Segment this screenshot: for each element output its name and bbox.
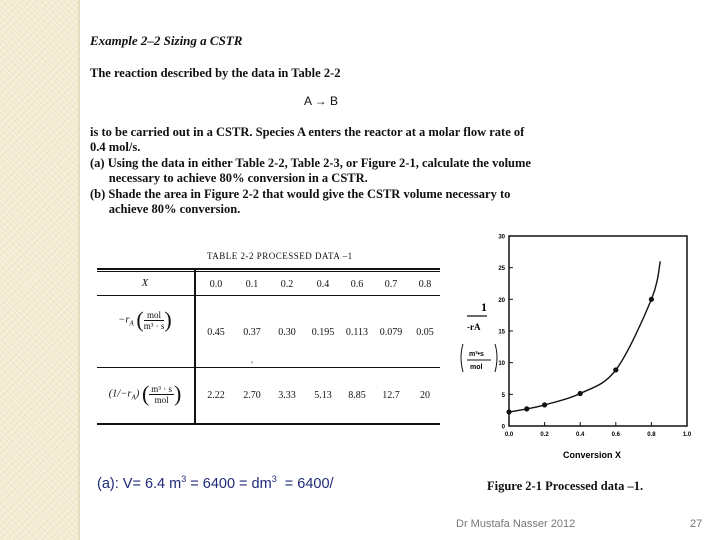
table-cell: 0.30 <box>278 327 296 338</box>
series-line <box>509 261 660 412</box>
row-label-x: X <box>141 278 149 289</box>
x-tick-label: 0.0 <box>504 432 514 438</box>
x-tick-label: 0.6 <box>611 432 620 438</box>
y-tick-label: 30 <box>498 234 505 241</box>
footer-author: Dr Mustafa Nasser 2012 <box>456 518 576 530</box>
y-tick-label: 15 <box>498 329 505 336</box>
stray-mark: ' <box>251 360 253 370</box>
table-row-rule <box>97 295 440 296</box>
table-cell: 2.70 <box>243 390 261 401</box>
table-row-rule <box>97 367 440 368</box>
y-tick-label: 10 <box>498 361 505 368</box>
table-column-rule <box>194 270 196 425</box>
y-unit-right-paren <box>495 344 497 372</box>
x-tick-label: 1.0 <box>682 432 692 438</box>
x-tick-label: 0.8 <box>647 432 656 438</box>
page-number: 27 <box>690 518 703 530</box>
table-cell: 0.8 <box>418 279 432 290</box>
body-line: (a) Using the data in either Table 2-2, Table 2-3, or Figure 2-1, calculate the volume <box>90 156 531 170</box>
decorative-side-stripe <box>0 0 78 540</box>
table-cell: 0.113 <box>345 327 369 338</box>
data-point <box>524 406 529 411</box>
y-label-denominator: -rA <box>467 322 481 332</box>
table-cell: 0.1 <box>245 279 259 290</box>
table-cell: 0.2 <box>280 279 294 290</box>
body-line: necessary to achieve 80% conversion in a CSTR. <box>90 171 368 185</box>
table-cell: 0.0 <box>209 279 223 290</box>
data-point <box>613 367 618 372</box>
table-cell: 0.079 <box>379 327 403 338</box>
table-cell: 0.195 <box>311 327 335 338</box>
y-label-numerator: 1 <box>481 300 487 314</box>
x-tick-label: 0.4 <box>576 432 585 438</box>
row-label-inverse-rate: $(1/-r_A)$ ( $\frac{\text{m³ · s}}{\text{mol}}$ ) <box>108 381 182 406</box>
table-cell: 0.05 <box>416 327 434 338</box>
intro-text: The reaction described by the data in Table 2-2 <box>90 66 341 80</box>
table-bottom-rule <box>97 423 440 425</box>
table-cell: 0.4 <box>316 279 330 290</box>
table-cell: 0.7 <box>384 279 398 290</box>
figure-caption: Figure 2-1 Processed data –1. <box>487 479 644 493</box>
table-cell: 12.7 <box>382 390 400 401</box>
table-cell: 20 <box>420 390 430 401</box>
table-cell: 2.22 <box>207 390 225 401</box>
data-point <box>578 391 583 396</box>
reaction-equation: A → B <box>304 94 339 108</box>
body-line: is to be carried out in a CSTR. Species A enters the reactor at a molar flow rate of <box>90 125 525 139</box>
row-label-rate: $-r_A$ ( $\frac{\text{mol}}{\text{m³ · s}}$ ) <box>118 307 172 332</box>
data-point <box>649 297 654 302</box>
body-line: achieve 80% conversion. <box>90 202 241 216</box>
processed-data-table <box>97 247 440 425</box>
table-cell: 0.6 <box>350 279 364 290</box>
answer-line: (a): V= 6.4 $m^3 = 6400 = dm^3 = 6400/$ <box>97 474 334 492</box>
x-axis-label: Conversion X <box>563 450 622 460</box>
table-cell: 5.13 <box>314 390 332 401</box>
figure-graph <box>453 226 715 496</box>
y-tick-label: 5 <box>501 392 505 399</box>
data-point <box>542 402 547 407</box>
stripe-divider <box>78 0 80 540</box>
y-tick-label: 0 <box>501 424 505 431</box>
table-cell: 8.85 <box>348 390 366 401</box>
table-cell: 0.45 <box>207 327 225 338</box>
body-line: 0.4 mol/s. <box>90 140 141 154</box>
y-tick-label: 25 <box>498 266 505 273</box>
example-title: Example 2–2 Sizing a CSTR <box>90 33 243 48</box>
chart-svg <box>453 226 715 496</box>
y-unit-numerator: m³•s <box>469 351 484 358</box>
y-tick-label: 20 <box>498 297 505 304</box>
table-top-rule-2 <box>97 271 440 272</box>
x-tick-label: 0.2 <box>540 432 549 438</box>
y-unit-denominator: mol <box>470 364 483 371</box>
body-line: (b) Shade the area in Figure 2-2 that would give the CSTR volume necessary to <box>90 187 511 201</box>
y-unit-left-paren <box>461 344 463 372</box>
table-cell: 3.33 <box>278 390 296 401</box>
table-top-rule <box>97 268 440 270</box>
table-caption: TABLE 2-2 PROCESSED DATA –1 <box>207 251 353 261</box>
data-point <box>506 409 511 414</box>
table-cell: 0.37 <box>243 327 261 338</box>
